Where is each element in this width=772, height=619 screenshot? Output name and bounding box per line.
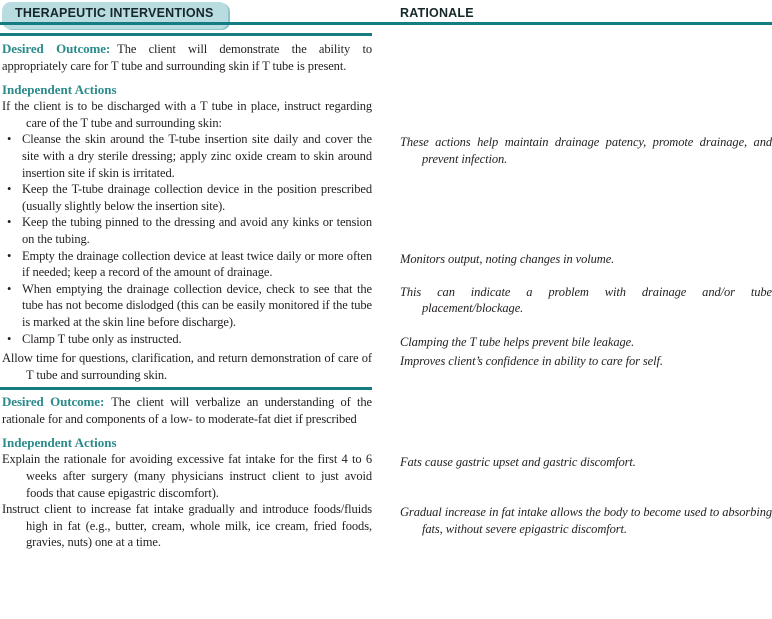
table-row bbox=[0, 41, 772, 74]
intervention-cell bbox=[0, 248, 372, 281]
intervention-cell bbox=[0, 451, 372, 501]
rationale-text bbox=[400, 214, 772, 217]
rationale-cell bbox=[372, 181, 772, 214]
intervention-cell bbox=[0, 281, 372, 331]
table-row bbox=[0, 248, 772, 281]
left-column-rule bbox=[0, 33, 372, 36]
intervention-cell bbox=[0, 41, 372, 74]
intervention-bullet: • When emptying the drainage collection device, check to see that the tube has not become dislodged (this can be easily monitored if the tube is marked at the skin line before discharge). bbox=[2, 281, 372, 331]
rationale-text bbox=[400, 181, 772, 184]
table-row bbox=[0, 98, 772, 131]
section-fat-diet bbox=[0, 394, 772, 551]
rationale-cell bbox=[372, 451, 772, 501]
intervention-cell bbox=[0, 98, 372, 131]
desired-outcome-label: Desired Outcome: bbox=[2, 394, 105, 410]
table-row bbox=[0, 131, 772, 181]
intervention-bullet: • Cleanse the skin around the T-tube insertion site daily and cover the site with a dry sterile dressing; apply zinc oxide cream to skin around insertion site if skin is irritated. bbox=[2, 131, 372, 181]
desired-outcome-text: The client will demonstrate the ability to appropriately care for T tube and surrounding skin if T tube is present. bbox=[2, 42, 372, 73]
rationale-cell bbox=[372, 41, 772, 74]
rationale-text: Monitors output, noting changes in volume. bbox=[400, 251, 615, 266]
table-row bbox=[0, 427, 772, 451]
desired-outcome bbox=[2, 394, 372, 427]
table-row bbox=[0, 331, 772, 351]
rationale-cell bbox=[372, 331, 772, 351]
intervention-text: Allow time for questions, clarification, and return demonstration of care of T tube and surrounding skin. bbox=[2, 351, 372, 382]
table-row bbox=[0, 451, 772, 501]
intervention-bullet: • Clamp T tube only as instructed. bbox=[2, 331, 372, 348]
table-row bbox=[0, 214, 772, 247]
intervention-cell bbox=[0, 394, 372, 427]
intervention-cell bbox=[0, 501, 372, 551]
rationale-text: Gradual increase in fat intake allows the body to become used to absorbing fats, without severe epigastric discomfort. bbox=[400, 505, 772, 536]
rationale-cell bbox=[372, 427, 772, 451]
desired-outcome bbox=[2, 41, 372, 74]
rationale-text: This can indicate a problem with drainage and/or tube placement/blockage. bbox=[400, 284, 772, 316]
therapeutic-interventions-header: THERAPEUTIC INTERVENTIONS bbox=[15, 6, 214, 20]
rationale-cell bbox=[372, 350, 772, 383]
rationale-cell bbox=[372, 501, 772, 551]
rationale-cell bbox=[372, 281, 772, 331]
rationale-cell bbox=[372, 248, 772, 281]
rationale-text: These actions help maintain drainage patency, promote drainage, and prevent infection. bbox=[400, 135, 772, 166]
intervention-cell bbox=[0, 74, 372, 98]
table-row bbox=[0, 394, 772, 427]
header-rule bbox=[0, 22, 772, 25]
intervention-cell bbox=[0, 350, 372, 383]
rationale-cell bbox=[372, 214, 772, 247]
section-t-tube-care bbox=[0, 41, 772, 383]
intervention-text: Explain the rationale for avoiding excessive fat intake for the first 4 to 6 weeks after surgery (many physicians instruct client to just avoid foods that cause epigastric discomfort). bbox=[2, 452, 372, 500]
intervention-cell bbox=[0, 331, 372, 351]
intervention-cell bbox=[0, 214, 372, 247]
intervention-bullet: • Empty the drainage collection device at least twice daily or more often if needed; keep a record of the amount of drainage. bbox=[2, 248, 372, 281]
rationale-text: Clamping the T tube helps prevent bile leakage. bbox=[400, 334, 635, 349]
rationale-cell bbox=[372, 394, 772, 427]
rationale-text: Improves client’s confidence in ability to care for self. bbox=[400, 354, 663, 369]
intervention-text: Instruct client to increase fat intake gradually and introduce foods/fluids high in fat (e.g., butter, cream, whole milk, ice cream, fried foods, gravies, nuts) one at a time. bbox=[2, 502, 372, 550]
intervention-bullet: • Keep the tubing pinned to the dressing and avoid any kinks or tension on the tubing. bbox=[2, 214, 372, 247]
table-row bbox=[0, 181, 772, 214]
desired-outcome-text: The client will verbalize an understanding of the rationale for and components of a low- to moderate-fat diet if prescribed bbox=[2, 395, 372, 426]
rationale-header: RATIONALE bbox=[400, 6, 474, 20]
independent-actions-heading: Independent Actions bbox=[2, 435, 117, 451]
table-row bbox=[0, 501, 772, 551]
rationale-cell bbox=[372, 131, 772, 181]
rationale-cell bbox=[372, 98, 772, 131]
table-row bbox=[0, 350, 772, 383]
rationale-text bbox=[400, 98, 772, 101]
desired-outcome-label: Desired Outcome: bbox=[2, 41, 111, 56]
rationale-text: Fats cause gastric upset and gastric discomfort. bbox=[400, 455, 636, 470]
table-row bbox=[0, 74, 772, 98]
section-divider-rule bbox=[0, 387, 372, 390]
intervention-text: If the client is to be discharged with a T tube in place, instruct regarding care of the T tube and surrounding skin: bbox=[2, 99, 372, 130]
intervention-cell bbox=[0, 131, 372, 181]
rationale-cell bbox=[372, 74, 772, 98]
independent-actions-heading: Independent Actions bbox=[2, 82, 117, 98]
table-row bbox=[0, 281, 772, 331]
intervention-cell bbox=[0, 181, 372, 214]
intervention-cell bbox=[0, 427, 372, 451]
table-header bbox=[0, 0, 772, 37]
intervention-bullet: • Keep the T-tube drainage collection device in the position prescribed (usually slightly below the insertion site). bbox=[2, 181, 372, 214]
